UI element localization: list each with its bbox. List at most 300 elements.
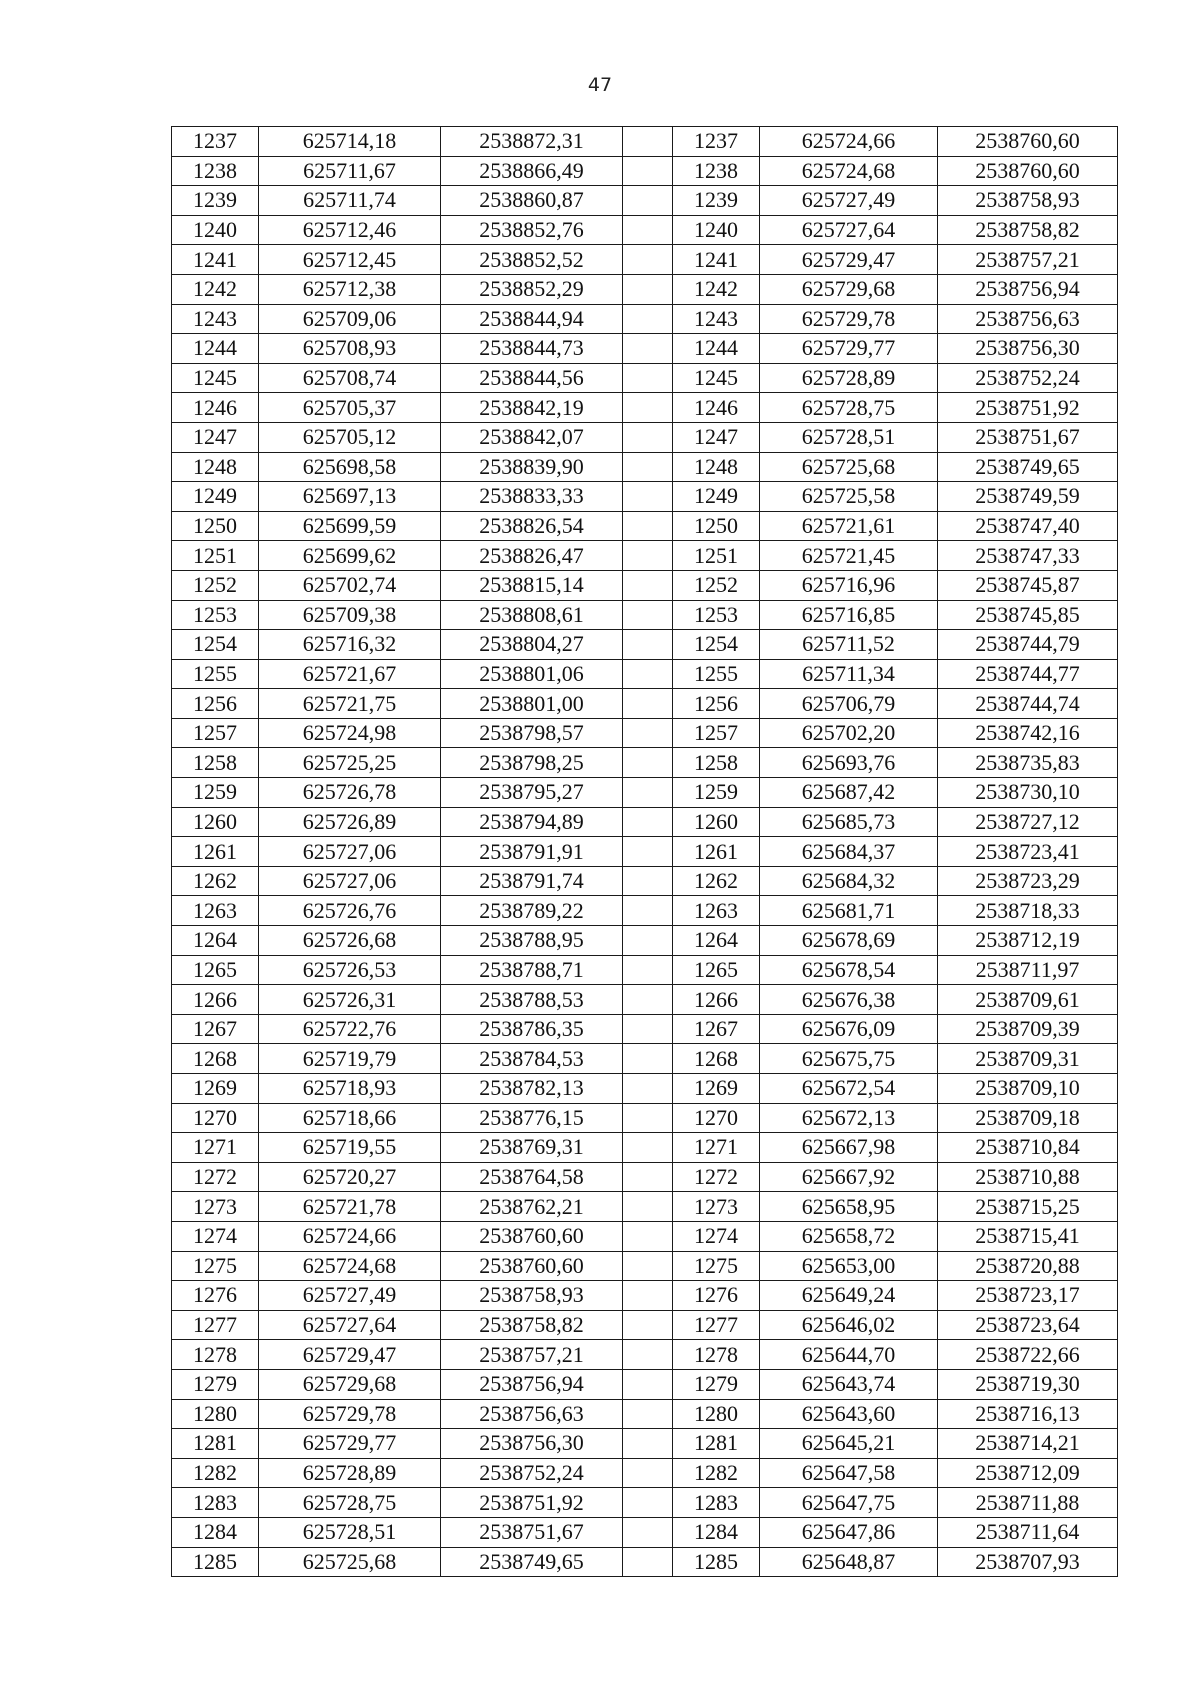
right-y-coordinate-cell: 2538758,82 xyxy=(938,215,1118,245)
left-point-number-cell: 1285 xyxy=(172,1547,259,1577)
left-y-coordinate-cell: 2538786,35 xyxy=(441,1014,623,1044)
left-point-number-cell: 1281 xyxy=(172,1429,259,1459)
blank-separator-cell xyxy=(623,985,673,1015)
right-x-coordinate-cell: 625643,60 xyxy=(760,1399,938,1429)
left-x-coordinate-cell: 625705,37 xyxy=(259,393,441,423)
right-x-coordinate-cell: 625658,95 xyxy=(760,1192,938,1222)
blank-separator-cell xyxy=(623,570,673,600)
right-point-number-cell: 1253 xyxy=(673,600,760,630)
right-y-coordinate-cell: 2538723,41 xyxy=(938,837,1118,867)
blank-separator-cell xyxy=(623,1162,673,1192)
left-x-coordinate-cell: 625708,93 xyxy=(259,334,441,364)
left-point-number-cell: 1245 xyxy=(172,363,259,393)
left-y-coordinate-cell: 2538762,21 xyxy=(441,1192,623,1222)
table-row xyxy=(172,985,1118,1015)
blank-separator-cell xyxy=(623,1251,673,1281)
right-point-number-cell: 1259 xyxy=(673,778,760,808)
right-point-number-cell: 1283 xyxy=(673,1488,760,1518)
blank-separator-cell xyxy=(623,1044,673,1074)
right-y-coordinate-cell: 2538751,67 xyxy=(938,422,1118,452)
left-point-number-cell: 1265 xyxy=(172,955,259,985)
right-x-coordinate-cell: 625658,72 xyxy=(760,1221,938,1251)
left-y-coordinate-cell: 2538852,52 xyxy=(441,245,623,275)
left-point-number-cell: 1282 xyxy=(172,1458,259,1488)
right-point-number-cell: 1282 xyxy=(673,1458,760,1488)
right-point-number-cell: 1261 xyxy=(673,837,760,867)
right-x-coordinate-cell: 625725,68 xyxy=(760,452,938,482)
blank-separator-cell xyxy=(623,127,673,157)
right-point-number-cell: 1280 xyxy=(673,1399,760,1429)
table-row xyxy=(172,393,1118,423)
table-row xyxy=(172,363,1118,393)
left-point-number-cell: 1259 xyxy=(172,778,259,808)
left-y-coordinate-cell: 2538760,60 xyxy=(441,1221,623,1251)
right-x-coordinate-cell: 625678,54 xyxy=(760,955,938,985)
left-point-number-cell: 1284 xyxy=(172,1517,259,1547)
left-y-coordinate-cell: 2538852,29 xyxy=(441,274,623,304)
blank-separator-cell xyxy=(623,896,673,926)
left-x-coordinate-cell: 625712,38 xyxy=(259,274,441,304)
left-point-number-cell: 1246 xyxy=(172,393,259,423)
right-point-number-cell: 1245 xyxy=(673,363,760,393)
right-point-number-cell: 1285 xyxy=(673,1547,760,1577)
left-y-coordinate-cell: 2538808,61 xyxy=(441,600,623,630)
right-point-number-cell: 1267 xyxy=(673,1014,760,1044)
left-x-coordinate-cell: 625718,66 xyxy=(259,1103,441,1133)
left-y-coordinate-cell: 2538752,24 xyxy=(441,1458,623,1488)
table-row xyxy=(172,334,1118,364)
left-y-coordinate-cell: 2538844,56 xyxy=(441,363,623,393)
left-point-number-cell: 1249 xyxy=(172,482,259,512)
left-y-coordinate-cell: 2538795,27 xyxy=(441,778,623,808)
blank-separator-cell xyxy=(623,245,673,275)
blank-separator-cell xyxy=(623,1340,673,1370)
right-y-coordinate-cell: 2538760,60 xyxy=(938,156,1118,186)
table-row xyxy=(172,304,1118,334)
right-x-coordinate-cell: 625647,58 xyxy=(760,1458,938,1488)
right-point-number-cell: 1266 xyxy=(673,985,760,1015)
left-y-coordinate-cell: 2538758,93 xyxy=(441,1281,623,1311)
left-x-coordinate-cell: 625724,68 xyxy=(259,1251,441,1281)
left-point-number-cell: 1270 xyxy=(172,1103,259,1133)
left-point-number-cell: 1253 xyxy=(172,600,259,630)
blank-separator-cell xyxy=(623,630,673,660)
blank-separator-cell xyxy=(623,1014,673,1044)
right-y-coordinate-cell: 2538751,92 xyxy=(938,393,1118,423)
table-row xyxy=(172,748,1118,778)
right-y-coordinate-cell: 2538749,65 xyxy=(938,452,1118,482)
table-row xyxy=(172,718,1118,748)
table-row xyxy=(172,1192,1118,1222)
right-y-coordinate-cell: 2538727,12 xyxy=(938,807,1118,837)
left-point-number-cell: 1264 xyxy=(172,926,259,956)
right-x-coordinate-cell: 625653,00 xyxy=(760,1251,938,1281)
right-x-coordinate-cell: 625672,54 xyxy=(760,1074,938,1104)
left-point-number-cell: 1271 xyxy=(172,1133,259,1163)
left-y-coordinate-cell: 2538756,30 xyxy=(441,1429,623,1459)
table-row xyxy=(172,570,1118,600)
right-x-coordinate-cell: 625646,02 xyxy=(760,1310,938,1340)
left-y-coordinate-cell: 2538842,07 xyxy=(441,422,623,452)
left-x-coordinate-cell: 625714,18 xyxy=(259,127,441,157)
left-y-coordinate-cell: 2538788,71 xyxy=(441,955,623,985)
left-x-coordinate-cell: 625725,25 xyxy=(259,748,441,778)
blank-separator-cell xyxy=(623,1192,673,1222)
right-y-coordinate-cell: 2538710,88 xyxy=(938,1162,1118,1192)
left-x-coordinate-cell: 625719,55 xyxy=(259,1133,441,1163)
left-point-number-cell: 1258 xyxy=(172,748,259,778)
right-x-coordinate-cell: 625675,75 xyxy=(760,1044,938,1074)
blank-separator-cell xyxy=(623,837,673,867)
right-point-number-cell: 1241 xyxy=(673,245,760,275)
right-y-coordinate-cell: 2538711,97 xyxy=(938,955,1118,985)
right-x-coordinate-cell: 625684,37 xyxy=(760,837,938,867)
right-y-coordinate-cell: 2538712,19 xyxy=(938,926,1118,956)
right-point-number-cell: 1272 xyxy=(673,1162,760,1192)
right-y-coordinate-cell: 2538716,13 xyxy=(938,1399,1118,1429)
page-number: 47 xyxy=(587,74,613,96)
blank-separator-cell xyxy=(623,274,673,304)
coordinates-table-body xyxy=(172,127,1118,1577)
table-row xyxy=(172,1399,1118,1429)
blank-separator-cell xyxy=(623,807,673,837)
blank-separator-cell xyxy=(623,1133,673,1163)
left-x-coordinate-cell: 625727,06 xyxy=(259,866,441,896)
left-y-coordinate-cell: 2538756,63 xyxy=(441,1399,623,1429)
blank-separator-cell xyxy=(623,215,673,245)
left-x-coordinate-cell: 625709,38 xyxy=(259,600,441,630)
left-y-coordinate-cell: 2538833,33 xyxy=(441,482,623,512)
right-y-coordinate-cell: 2538752,24 xyxy=(938,363,1118,393)
left-point-number-cell: 1247 xyxy=(172,422,259,452)
right-y-coordinate-cell: 2538723,29 xyxy=(938,866,1118,896)
blank-separator-cell xyxy=(623,1281,673,1311)
table-row xyxy=(172,245,1118,275)
right-y-coordinate-cell: 2538735,83 xyxy=(938,748,1118,778)
left-x-coordinate-cell: 625729,77 xyxy=(259,1429,441,1459)
blank-separator-cell xyxy=(623,748,673,778)
blank-separator-cell xyxy=(623,1458,673,1488)
right-point-number-cell: 1260 xyxy=(673,807,760,837)
right-x-coordinate-cell: 625727,49 xyxy=(760,186,938,216)
table-row xyxy=(172,778,1118,808)
left-y-coordinate-cell: 2538801,00 xyxy=(441,689,623,719)
right-x-coordinate-cell: 625711,52 xyxy=(760,630,938,660)
left-x-coordinate-cell: 625697,13 xyxy=(259,482,441,512)
left-point-number-cell: 1248 xyxy=(172,452,259,482)
table-row xyxy=(172,1281,1118,1311)
left-y-coordinate-cell: 2538804,27 xyxy=(441,630,623,660)
right-y-coordinate-cell: 2538711,64 xyxy=(938,1517,1118,1547)
left-y-coordinate-cell: 2538784,53 xyxy=(441,1044,623,1074)
right-x-coordinate-cell: 625684,32 xyxy=(760,866,938,896)
right-y-coordinate-cell: 2538745,85 xyxy=(938,600,1118,630)
left-x-coordinate-cell: 625712,46 xyxy=(259,215,441,245)
blank-separator-cell xyxy=(623,1517,673,1547)
right-point-number-cell: 1255 xyxy=(673,659,760,689)
table-row xyxy=(172,1014,1118,1044)
left-point-number-cell: 1268 xyxy=(172,1044,259,1074)
right-x-coordinate-cell: 625729,77 xyxy=(760,334,938,364)
blank-separator-cell xyxy=(623,1074,673,1104)
left-x-coordinate-cell: 625726,53 xyxy=(259,955,441,985)
left-x-coordinate-cell: 625724,98 xyxy=(259,718,441,748)
right-y-coordinate-cell: 2538709,18 xyxy=(938,1103,1118,1133)
table-row xyxy=(172,689,1118,719)
right-x-coordinate-cell: 625648,87 xyxy=(760,1547,938,1577)
right-x-coordinate-cell: 625676,38 xyxy=(760,985,938,1015)
left-point-number-cell: 1239 xyxy=(172,186,259,216)
right-point-number-cell: 1270 xyxy=(673,1103,760,1133)
left-x-coordinate-cell: 625721,78 xyxy=(259,1192,441,1222)
table-row xyxy=(172,807,1118,837)
left-point-number-cell: 1252 xyxy=(172,570,259,600)
left-y-coordinate-cell: 2538749,65 xyxy=(441,1547,623,1577)
left-y-coordinate-cell: 2538860,87 xyxy=(441,186,623,216)
right-point-number-cell: 1246 xyxy=(673,393,760,423)
left-point-number-cell: 1276 xyxy=(172,1281,259,1311)
right-x-coordinate-cell: 625645,21 xyxy=(760,1429,938,1459)
right-point-number-cell: 1257 xyxy=(673,718,760,748)
blank-separator-cell xyxy=(623,1399,673,1429)
table-row xyxy=(172,600,1118,630)
left-x-coordinate-cell: 625725,68 xyxy=(259,1547,441,1577)
left-x-coordinate-cell: 625721,75 xyxy=(259,689,441,719)
blank-separator-cell xyxy=(623,600,673,630)
blank-separator-cell xyxy=(623,1547,673,1577)
right-y-coordinate-cell: 2538747,40 xyxy=(938,511,1118,541)
left-y-coordinate-cell: 2538844,94 xyxy=(441,304,623,334)
right-point-number-cell: 1275 xyxy=(673,1251,760,1281)
right-x-coordinate-cell: 625667,92 xyxy=(760,1162,938,1192)
left-point-number-cell: 1280 xyxy=(172,1399,259,1429)
left-point-number-cell: 1283 xyxy=(172,1488,259,1518)
right-y-coordinate-cell: 2538757,21 xyxy=(938,245,1118,275)
table-row xyxy=(172,452,1118,482)
right-point-number-cell: 1240 xyxy=(673,215,760,245)
left-y-coordinate-cell: 2538798,57 xyxy=(441,718,623,748)
left-y-coordinate-cell: 2538757,21 xyxy=(441,1340,623,1370)
left-y-coordinate-cell: 2538839,90 xyxy=(441,452,623,482)
table-row xyxy=(172,837,1118,867)
right-x-coordinate-cell: 625702,20 xyxy=(760,718,938,748)
right-point-number-cell: 1249 xyxy=(673,482,760,512)
left-point-number-cell: 1251 xyxy=(172,541,259,571)
right-y-coordinate-cell: 2538744,79 xyxy=(938,630,1118,660)
left-x-coordinate-cell: 625726,68 xyxy=(259,926,441,956)
right-y-coordinate-cell: 2538709,61 xyxy=(938,985,1118,1015)
right-point-number-cell: 1250 xyxy=(673,511,760,541)
right-point-number-cell: 1268 xyxy=(673,1044,760,1074)
table-row xyxy=(172,1310,1118,1340)
left-y-coordinate-cell: 2538866,49 xyxy=(441,156,623,186)
left-y-coordinate-cell: 2538751,92 xyxy=(441,1488,623,1518)
left-y-coordinate-cell: 2538751,67 xyxy=(441,1517,623,1547)
left-point-number-cell: 1275 xyxy=(172,1251,259,1281)
left-x-coordinate-cell: 625726,31 xyxy=(259,985,441,1015)
right-point-number-cell: 1279 xyxy=(673,1369,760,1399)
table-row xyxy=(172,866,1118,896)
right-y-coordinate-cell: 2538715,25 xyxy=(938,1192,1118,1222)
left-y-coordinate-cell: 2538760,60 xyxy=(441,1251,623,1281)
right-x-coordinate-cell: 625643,74 xyxy=(760,1369,938,1399)
table-row xyxy=(172,511,1118,541)
table-row xyxy=(172,896,1118,926)
left-y-coordinate-cell: 2538756,94 xyxy=(441,1369,623,1399)
left-y-coordinate-cell: 2538844,73 xyxy=(441,334,623,364)
right-x-coordinate-cell: 625729,68 xyxy=(760,274,938,304)
right-y-coordinate-cell: 2538712,09 xyxy=(938,1458,1118,1488)
table-row xyxy=(172,482,1118,512)
blank-separator-cell xyxy=(623,186,673,216)
left-x-coordinate-cell: 625698,58 xyxy=(259,452,441,482)
left-x-coordinate-cell: 625728,89 xyxy=(259,1458,441,1488)
right-point-number-cell: 1264 xyxy=(673,926,760,956)
left-point-number-cell: 1237 xyxy=(172,127,259,157)
table-row xyxy=(172,274,1118,304)
right-y-coordinate-cell: 2538720,88 xyxy=(938,1251,1118,1281)
table-row xyxy=(172,926,1118,956)
blank-separator-cell xyxy=(623,482,673,512)
right-point-number-cell: 1277 xyxy=(673,1310,760,1340)
right-y-coordinate-cell: 2538718,33 xyxy=(938,896,1118,926)
right-x-coordinate-cell: 625647,75 xyxy=(760,1488,938,1518)
right-y-coordinate-cell: 2538715,41 xyxy=(938,1221,1118,1251)
left-y-coordinate-cell: 2538852,76 xyxy=(441,215,623,245)
left-x-coordinate-cell: 625708,74 xyxy=(259,363,441,393)
left-point-number-cell: 1273 xyxy=(172,1192,259,1222)
right-x-coordinate-cell: 625728,75 xyxy=(760,393,938,423)
right-point-number-cell: 1278 xyxy=(673,1340,760,1370)
left-point-number-cell: 1250 xyxy=(172,511,259,541)
left-y-coordinate-cell: 2538782,13 xyxy=(441,1074,623,1104)
blank-separator-cell xyxy=(623,1429,673,1459)
table-row xyxy=(172,1133,1118,1163)
right-point-number-cell: 1248 xyxy=(673,452,760,482)
right-point-number-cell: 1238 xyxy=(673,156,760,186)
right-y-coordinate-cell: 2538707,93 xyxy=(938,1547,1118,1577)
right-point-number-cell: 1284 xyxy=(673,1517,760,1547)
right-x-coordinate-cell: 625725,58 xyxy=(760,482,938,512)
left-y-coordinate-cell: 2538764,58 xyxy=(441,1162,623,1192)
right-point-number-cell: 1247 xyxy=(673,422,760,452)
table-row xyxy=(172,1162,1118,1192)
right-y-coordinate-cell: 2538749,59 xyxy=(938,482,1118,512)
right-y-coordinate-cell: 2538744,77 xyxy=(938,659,1118,689)
blank-separator-cell xyxy=(623,363,673,393)
table-row xyxy=(172,1369,1118,1399)
right-x-coordinate-cell: 625649,24 xyxy=(760,1281,938,1311)
left-y-coordinate-cell: 2538769,31 xyxy=(441,1133,623,1163)
left-y-coordinate-cell: 2538798,25 xyxy=(441,748,623,778)
blank-separator-cell xyxy=(623,689,673,719)
coordinates-table xyxy=(171,126,1118,1577)
table-row xyxy=(172,127,1118,157)
right-y-coordinate-cell: 2538756,63 xyxy=(938,304,1118,334)
table-row xyxy=(172,1547,1118,1577)
left-x-coordinate-cell: 625728,75 xyxy=(259,1488,441,1518)
left-x-coordinate-cell: 625712,45 xyxy=(259,245,441,275)
right-point-number-cell: 1254 xyxy=(673,630,760,660)
blank-separator-cell xyxy=(623,1369,673,1399)
table-row xyxy=(172,156,1118,186)
right-x-coordinate-cell: 625711,34 xyxy=(760,659,938,689)
left-y-coordinate-cell: 2538842,19 xyxy=(441,393,623,423)
left-point-number-cell: 1243 xyxy=(172,304,259,334)
left-y-coordinate-cell: 2538776,15 xyxy=(441,1103,623,1133)
blank-separator-cell xyxy=(623,393,673,423)
blank-separator-cell xyxy=(623,1221,673,1251)
left-point-number-cell: 1244 xyxy=(172,334,259,364)
blank-separator-cell xyxy=(623,1310,673,1340)
blank-separator-cell xyxy=(623,541,673,571)
left-x-coordinate-cell: 625699,59 xyxy=(259,511,441,541)
right-y-coordinate-cell: 2538756,30 xyxy=(938,334,1118,364)
table-row xyxy=(172,186,1118,216)
left-point-number-cell: 1254 xyxy=(172,630,259,660)
table-row xyxy=(172,1251,1118,1281)
right-x-coordinate-cell: 625728,89 xyxy=(760,363,938,393)
right-point-number-cell: 1251 xyxy=(673,541,760,571)
right-point-number-cell: 1243 xyxy=(673,304,760,334)
table-row xyxy=(172,1074,1118,1104)
table-row xyxy=(172,630,1118,660)
left-x-coordinate-cell: 625711,74 xyxy=(259,186,441,216)
left-point-number-cell: 1262 xyxy=(172,866,259,896)
left-y-coordinate-cell: 2538758,82 xyxy=(441,1310,623,1340)
right-y-coordinate-cell: 2538710,84 xyxy=(938,1133,1118,1163)
right-point-number-cell: 1265 xyxy=(673,955,760,985)
right-y-coordinate-cell: 2538719,30 xyxy=(938,1369,1118,1399)
left-point-number-cell: 1274 xyxy=(172,1221,259,1251)
blank-separator-cell xyxy=(623,1103,673,1133)
right-x-coordinate-cell: 625724,66 xyxy=(760,127,938,157)
table-row xyxy=(172,955,1118,985)
blank-separator-cell xyxy=(623,334,673,364)
blank-separator-cell xyxy=(623,778,673,808)
left-x-coordinate-cell: 625716,32 xyxy=(259,630,441,660)
right-point-number-cell: 1252 xyxy=(673,570,760,600)
right-point-number-cell: 1271 xyxy=(673,1133,760,1163)
blank-separator-cell xyxy=(623,1488,673,1518)
right-y-coordinate-cell: 2538756,94 xyxy=(938,274,1118,304)
right-x-coordinate-cell: 625716,96 xyxy=(760,570,938,600)
left-x-coordinate-cell: 625727,06 xyxy=(259,837,441,867)
blank-separator-cell xyxy=(623,926,673,956)
left-y-coordinate-cell: 2538788,53 xyxy=(441,985,623,1015)
right-y-coordinate-cell: 2538722,66 xyxy=(938,1340,1118,1370)
left-x-coordinate-cell: 625729,47 xyxy=(259,1340,441,1370)
right-x-coordinate-cell: 625687,42 xyxy=(760,778,938,808)
left-point-number-cell: 1279 xyxy=(172,1369,259,1399)
left-x-coordinate-cell: 625705,12 xyxy=(259,422,441,452)
table-row xyxy=(172,541,1118,571)
left-point-number-cell: 1256 xyxy=(172,689,259,719)
right-point-number-cell: 1256 xyxy=(673,689,760,719)
left-y-coordinate-cell: 2538788,95 xyxy=(441,926,623,956)
table-row xyxy=(172,1458,1118,1488)
left-x-coordinate-cell: 625709,06 xyxy=(259,304,441,334)
right-y-coordinate-cell: 2538709,10 xyxy=(938,1074,1118,1104)
right-point-number-cell: 1263 xyxy=(673,896,760,926)
blank-separator-cell xyxy=(623,156,673,186)
left-x-coordinate-cell: 625702,74 xyxy=(259,570,441,600)
right-x-coordinate-cell: 625721,45 xyxy=(760,541,938,571)
right-y-coordinate-cell: 2538709,31 xyxy=(938,1044,1118,1074)
table-row xyxy=(172,1044,1118,1074)
left-y-coordinate-cell: 2538826,54 xyxy=(441,511,623,541)
left-point-number-cell: 1255 xyxy=(172,659,259,689)
